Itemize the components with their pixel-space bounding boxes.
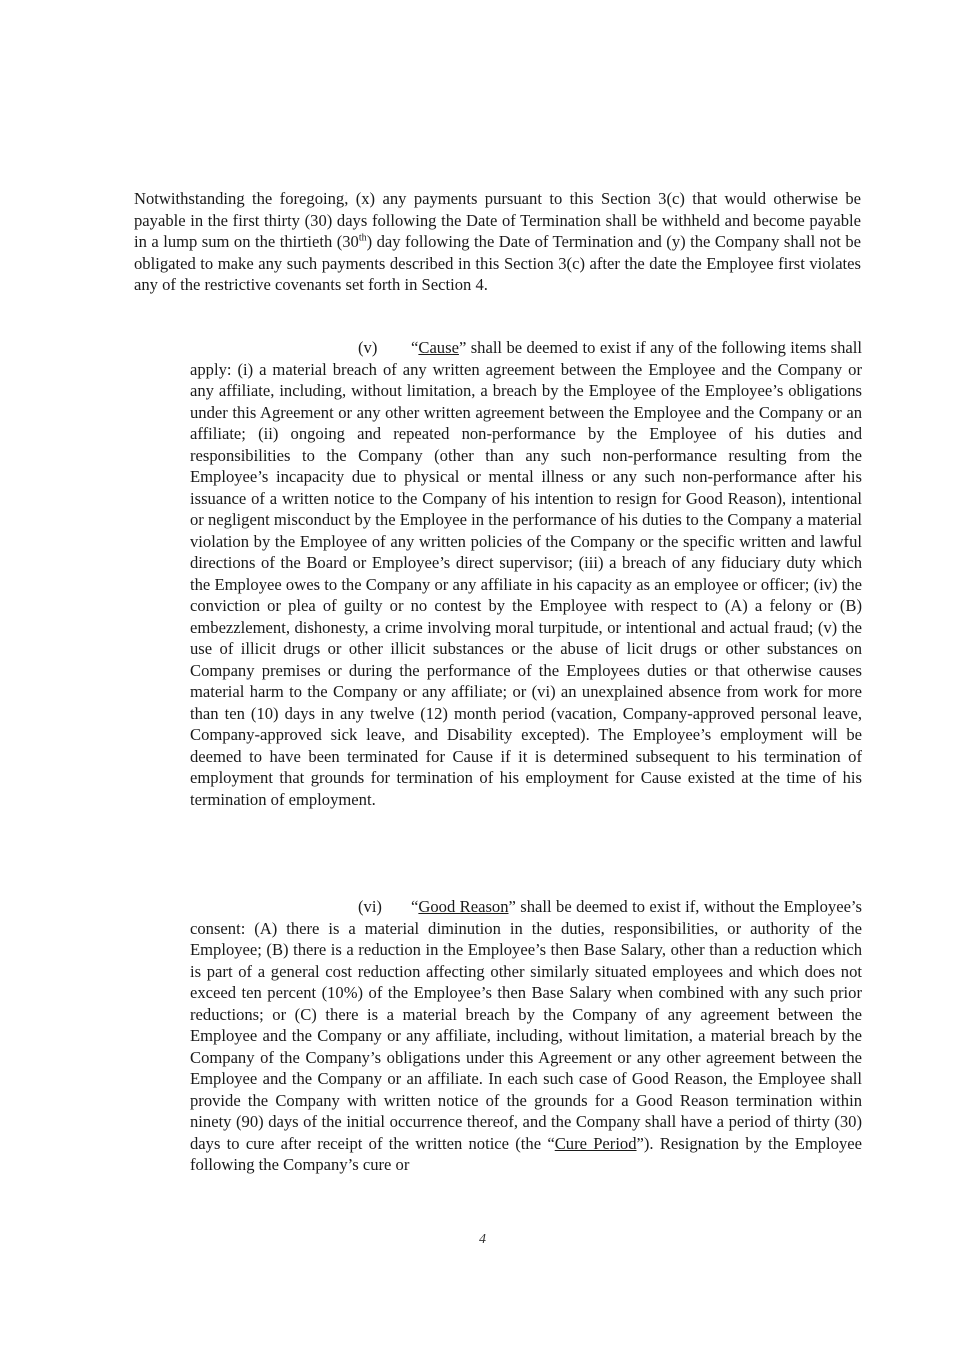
paragraph-notwithstanding [134,188,861,296]
paragraph-cause-definition [190,337,862,810]
defined-term-cause: Cause [418,338,459,357]
defined-term-cure-period: Cure Period [554,1133,637,1153]
good-reason-definition-text-end: ”). Resignation by the Employee following the Company’s cure or [190,1133,862,1174]
defined-term-good-reason: Good Reason [418,897,509,916]
cause-definition-text: ” shall be deemed to exist if any of the following items shall apply: (i) a material breach of any written agreement between the Employee and the Company or any affiliate, including, without limitation, a breach by the Employee of the Employee’s obligations under this Agreement or any other written agreement between the Employee and the Company or an affiliate; (ii) ongoing and repeated non-performance by the Employee of his duties and responsibilities to the Company (other than any such non-performance resulting from the Employee’s incapacity due to physical or mental illness or any such non-performance after his issuance of a written notice to the Company of his intention to resign for Good Reason), intentional or negligent misconduct by the Employee in the performance of his duties to the Company a material violation by the Employee of any written policies of the Company or the specific written and lawful directions of the Board or Employee’s direct supervisor; (iii) a breach of any fiduciary duty which the Employee owes to the Company or any affiliate in his capacity as an employee or officer; (iv) the conviction or plea of guilty or no contest by the Employee with respect to (A) a felony or (B) embezzlement, dishonesty, a crime involving moral turpitude, or intentional and actual fraud; (v) the use of illicit drugs or other illicit substances or the abuse of licit drugs or other substances on Company premises or during the performance of the Employees duties or that otherwise causes material harm to the Company or any affiliate; or (vi) an unexplained absence from work for more than ten (10) days in any twelve (12) month period (vacation, Company-approved personal leave, Company-approved sick leave, and Disability excepted). The Employee’s employment will be deemed to have been terminated for Cause if it is determined subsequent to his termination of employment that grounds for termination of his employment for Cause existed at the time of his termination of employment. [190,338,862,809]
clause-number-vi: (vi) [358,897,382,916]
ordinal-superscript: th [358,232,367,244]
open-quote: “ [411,897,419,916]
page-number: 4 [479,1232,486,1247]
paragraph1-text-a: Notwithstanding the foregoing, (x) any payments pursuant to this Section 3(c) that would otherwise be payable in the first thirty (30) days following the Date of Termination shall be withheld and become payable in a lump sum on the thirtieth (30 [134,189,861,251]
open-quote: “ [411,338,419,357]
paragraph-good-reason-definition [190,896,862,1176]
clause-number-v: (v) [358,338,378,357]
paragraph1-text-b: ) day following the Date of Termination and (y) the Company shall not be obligated to make any such payments described in this Section 3(c) after the date the Employee first violates any of the restrictive covenants set forth in Section 4. [134,232,861,294]
good-reason-definition-text: ” shall be deemed to exist if, without the Employee’s consent: (A) there is a material diminution in the duties, responsibilities, or authority of the Employee; (B) there is a reduction in the Employee’s then Base Salary, other than a reduction which is part of a general cost reduction affecting other similarly situated employees and which does not exceed ten percent (10%) of the Employee’s then Base Salary when combined with any such prior reductions; or (C) there is a material breach by the Company of any agreement between the Employee and the Company or any affiliate, including, without limitation, a material breach by the Company of the Company’s obligations under this Agreement or any other agreement between the Employee and the Company or an affiliate. In each such case of Good Reason, the Employee shall provide the Company with written notice of the grounds for a Good Reason termination within ninety (90) days of the initial occurrence thereof, and the Company shall have a period of thirty (30) days to cure after receipt of the written notice (the “ [190,897,863,1153]
